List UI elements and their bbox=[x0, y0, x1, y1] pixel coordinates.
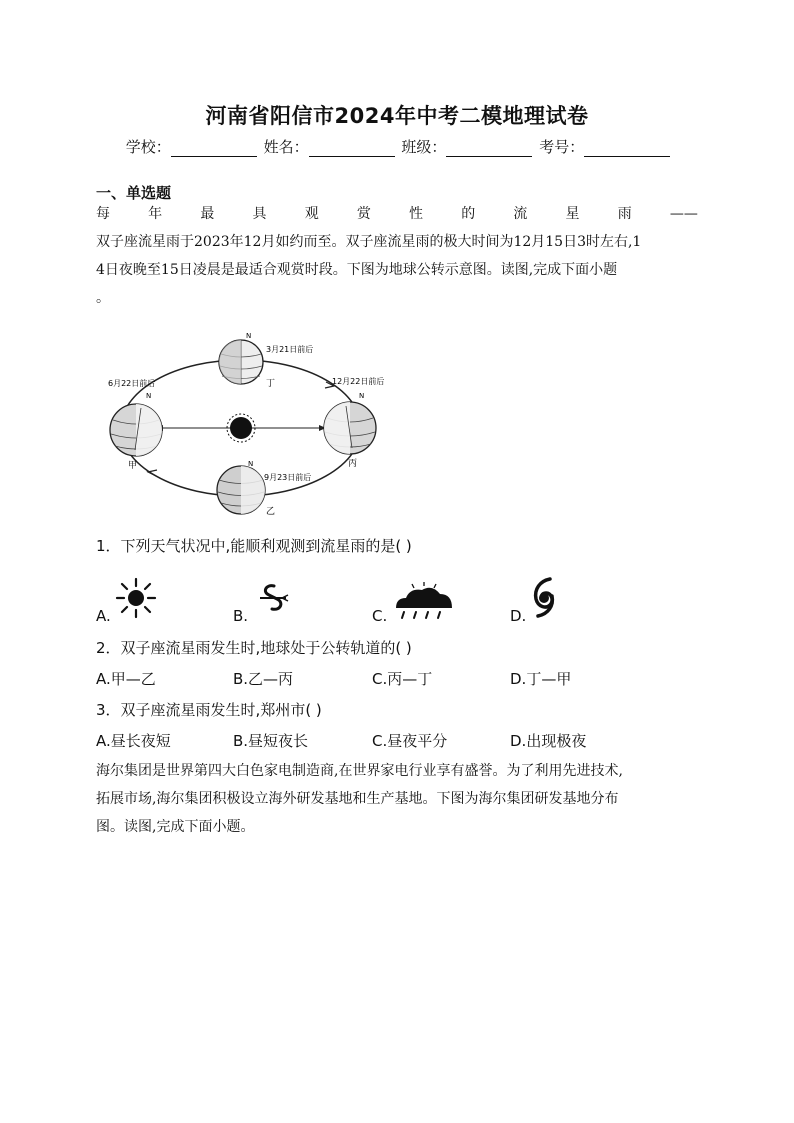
school-blank[interactable] bbox=[171, 142, 257, 157]
passage-2 bbox=[96, 757, 698, 841]
sandstorm-icon[interactable] bbox=[254, 580, 294, 622]
class-blank[interactable] bbox=[446, 142, 532, 157]
char: 性 bbox=[409, 206, 424, 222]
option-b-label[interactable]: B. bbox=[233, 607, 249, 625]
question-3-stem: 3．双子座流星雨发生时,郑州市( ) bbox=[96, 701, 322, 719]
option-a-label[interactable]: A. bbox=[96, 607, 111, 625]
passage-2-line-3: 图。读图,完成下面小题。 bbox=[96, 819, 255, 835]
passage-1-line-4: 。 bbox=[96, 290, 110, 306]
label-jia: 甲 bbox=[128, 461, 138, 471]
earth-bottom bbox=[217, 466, 265, 514]
char: 每 bbox=[96, 206, 110, 222]
label-yi: 乙 bbox=[266, 507, 276, 517]
char: 雨 bbox=[617, 206, 632, 222]
char: 的 bbox=[461, 206, 476, 222]
label-june: 6月22日前后 bbox=[108, 379, 156, 388]
sun-icon[interactable] bbox=[114, 576, 158, 620]
q2-option-a[interactable]: A.甲—乙 bbox=[96, 670, 156, 688]
label-march: 3月21日前后 bbox=[266, 345, 314, 354]
passage-1 bbox=[96, 200, 698, 312]
passage-2-line-1: 海尔集团是世界第四大白色家电制造商,在世界家电行业享有盛誉。为了利用先进技术, bbox=[96, 763, 623, 779]
question-2-stem: 2．双子座流星雨发生时,地球处于公转轨道的( ) bbox=[96, 639, 412, 657]
earth-right bbox=[324, 402, 376, 454]
earth-revolution-diagram bbox=[96, 330, 426, 520]
name-label: 姓名： bbox=[263, 138, 309, 156]
id-blank[interactable] bbox=[584, 142, 670, 157]
q2-option-c[interactable]: C.丙—丁 bbox=[372, 670, 433, 688]
option-d-label[interactable]: D. bbox=[510, 607, 527, 625]
passage-2-line-2: 拓展市场,海尔集团积极设立海外研发基地和生产基地。下图为海尔集团研发基地分布 bbox=[96, 791, 619, 807]
sun bbox=[230, 417, 252, 439]
north-marker-left: N bbox=[146, 392, 152, 400]
student-info-line bbox=[0, 136, 794, 157]
school-label: 学校： bbox=[125, 138, 171, 156]
earth-left bbox=[110, 404, 162, 456]
char: 赏 bbox=[356, 206, 371, 222]
id-label: 考号： bbox=[539, 138, 585, 156]
question-1-stem: 1．下列天气状况中,能顺利观测到流星雨的是( ) bbox=[96, 537, 412, 555]
exam-title: 河南省阳信市2024年中考二模地理试卷 bbox=[205, 104, 589, 128]
section-title: 一、单选题 bbox=[96, 184, 172, 202]
class-label: 班级： bbox=[401, 138, 447, 156]
char: 年 bbox=[148, 206, 163, 222]
label-ding: 丁 bbox=[266, 379, 276, 389]
char: —— bbox=[669, 206, 698, 222]
passage-1-line-3: 4日夜晚至15日凌晨是最适合观赏时段。下图为地球公转示意图。读图,完成下面小题 bbox=[96, 262, 618, 278]
name-blank[interactable] bbox=[309, 142, 395, 157]
north-marker-top: N bbox=[246, 332, 252, 340]
q3-option-d[interactable]: D.出现极夜 bbox=[510, 732, 587, 750]
q3-option-c[interactable]: C.昼夜平分 bbox=[372, 732, 448, 750]
label-december: 12月22日前后 bbox=[332, 377, 385, 386]
passage-1-line-2: 双子座流星雨于2023年12月如约而至。双子座流星雨的极大时间为12月15日3时左右,1 bbox=[96, 234, 642, 250]
earth-top bbox=[219, 340, 263, 384]
char: 具 bbox=[252, 206, 267, 222]
passage-1-line-1 bbox=[96, 200, 698, 228]
char: 星 bbox=[565, 206, 580, 222]
label-bing: 丙 bbox=[348, 459, 358, 469]
label-september: 9月23日前后 bbox=[264, 473, 312, 482]
option-c-label[interactable]: C. bbox=[372, 607, 388, 625]
q2-option-d[interactable]: D.丁—甲 bbox=[510, 670, 572, 688]
q3-option-b[interactable]: B.昼短夜长 bbox=[233, 732, 309, 750]
question-1-options bbox=[96, 576, 698, 626]
north-marker-right: N bbox=[359, 392, 365, 400]
char: 观 bbox=[304, 206, 319, 222]
orbit-svg bbox=[96, 330, 426, 520]
rain-icon[interactable] bbox=[390, 580, 456, 620]
north-marker-bottom: N bbox=[248, 460, 254, 468]
q3-option-a[interactable]: A.昼长夜短 bbox=[96, 732, 171, 750]
typhoon-icon[interactable] bbox=[526, 576, 562, 620]
q2-option-b[interactable]: B.乙—丙 bbox=[233, 670, 294, 688]
char: 最 bbox=[200, 206, 215, 222]
char: 流 bbox=[513, 206, 528, 222]
